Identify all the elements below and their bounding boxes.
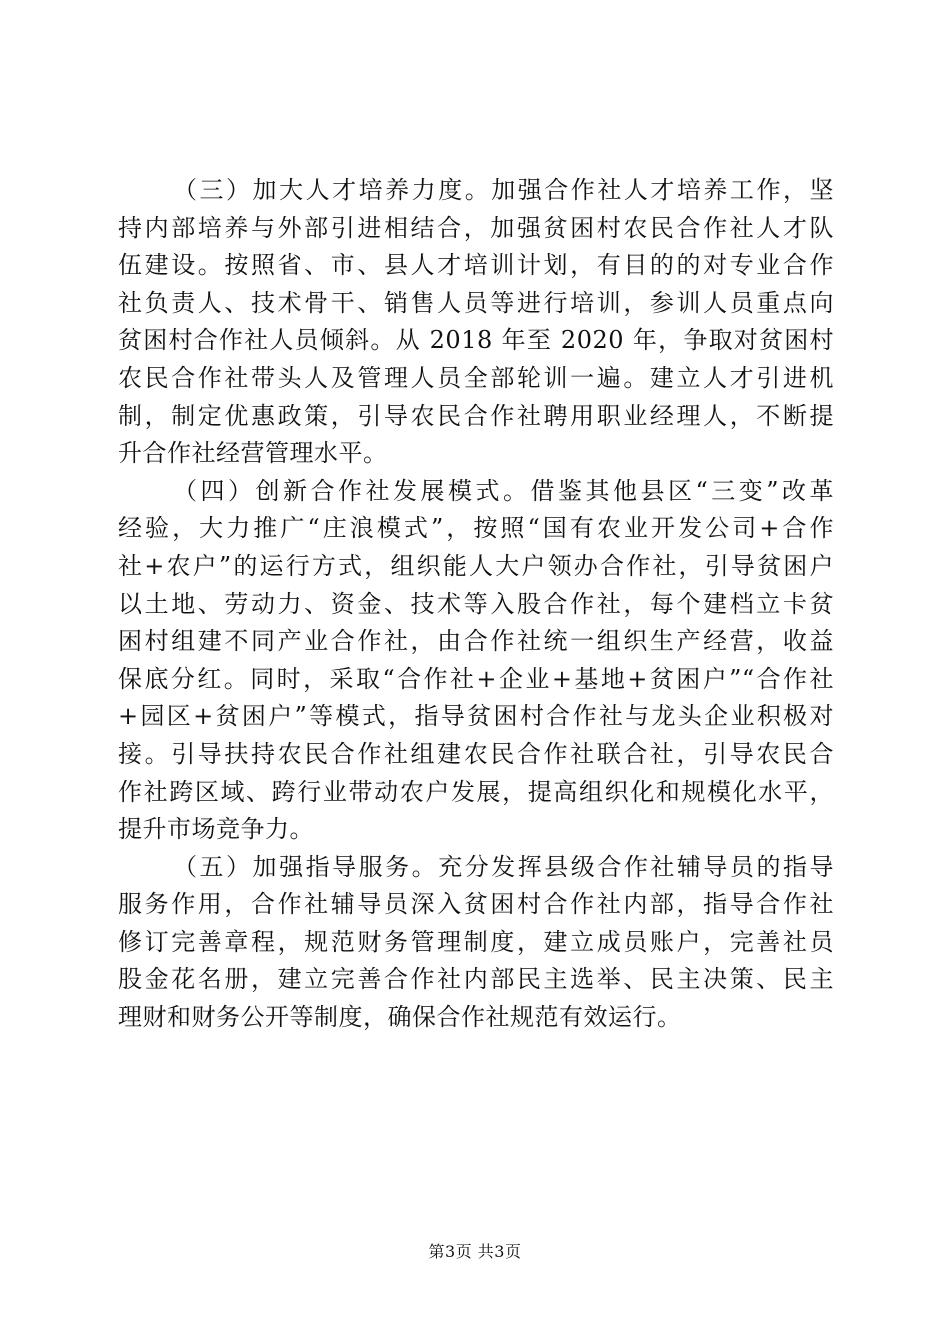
page-number-footer: 第3页 共3页 xyxy=(428,1242,522,1261)
text-line: 接。引导扶持农民合作社组建农民合作社联合社，引导农民合 xyxy=(118,739,834,768)
text-line: 股金花名册，建立完善合作社内部民主选举、民主决策、民主 xyxy=(118,965,834,994)
text-line: （五）加强指导服务。充分发挥县级合作社辅导员的指导 xyxy=(173,852,834,881)
text-line: 升合作社经营管理水平。 xyxy=(118,439,388,468)
text-line: 困村组建不同产业合作社，由合作社统一组织生产经营，收益 xyxy=(118,627,834,656)
text-line: （三）加大人才培养力度。加强合作社人才培养工作，坚 xyxy=(173,176,834,204)
text-line: 作社跨区域、跨行业带动农户发展，提高组织化和规模化水平， xyxy=(118,777,834,806)
text-line: 社负责人、技术骨干、销售人员等进行培训，参训人员重点向 xyxy=(118,288,834,317)
paragraph-section-3 xyxy=(118,172,834,473)
text-line: 修订完善章程，规范财务管理制度，建立成员账户，完善社员 xyxy=(118,927,834,956)
text-line: 贫困村合作社人员倾斜。从 2018 年至 2020 年，争取对贫困村 xyxy=(118,326,834,355)
text-line: （四）创新合作社发展模式。借鉴其他县区“三变”改革 xyxy=(173,476,834,505)
paragraph-section-4 xyxy=(118,473,834,849)
text-line: 理财和财务公开等制度，确保合作社规范有效运行。 xyxy=(118,1003,682,1032)
paragraph-section-5 xyxy=(118,849,834,1037)
text-line: 提升市场竞争力。 xyxy=(118,815,314,844)
text-line: 保底分红。同时，采取“合作社+企业+基地+贫困户”“合作社 xyxy=(118,664,834,693)
text-line: 社+农户”的运行方式，组织能人大户领办合作社，引导贫困户 xyxy=(118,551,834,580)
text-line: 伍建设。按照省、市、县人才培训计划，有目的的对专业合作 xyxy=(118,251,834,280)
document-body xyxy=(118,172,834,1037)
text-line: 持内部培养与外部引进相结合，加强贫困村农民合作社人才队 xyxy=(118,213,834,242)
text-line: +园区+贫困户”等模式，指导贫困村合作社与龙头企业积极对 xyxy=(118,702,834,731)
text-line: 服务作用，合作社辅导员深入贫困村合作社内部，指导合作社 xyxy=(118,890,834,919)
text-line: 以土地、劳动力、资金、技术等入股合作社，每个建档立卡贫 xyxy=(118,589,834,618)
text-line: 农民合作社带头人及管理人员全部轮训一遍。建立人才引进机 xyxy=(118,363,834,392)
text-line: 经验，大力推广“庄浪模式”，按照“国有农业开发公司+合作 xyxy=(118,514,834,543)
text-line: 制，制定优惠政策，引导农民合作社聘用职业经理人，不断提 xyxy=(118,401,834,430)
